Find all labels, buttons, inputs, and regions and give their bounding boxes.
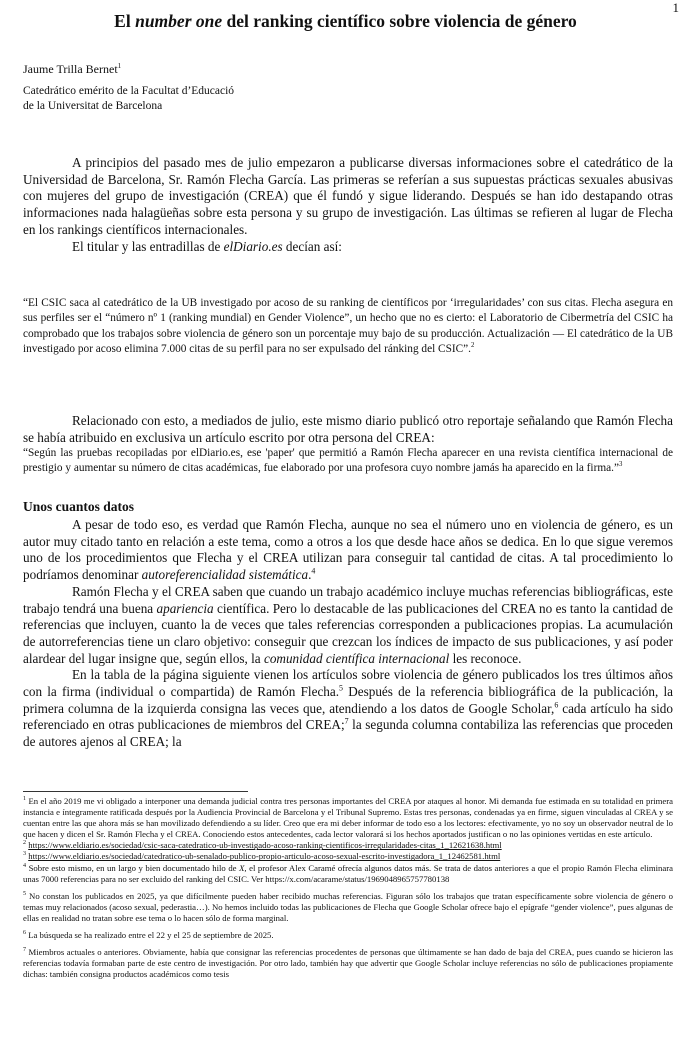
footnote-2: $^2$ https://www.eldiario.es/sociedad/csic-saca-catedratico-ub-investigado-acoso-ranking-cientificos-irregularidades-citas_1_12621638.html	[23, 840, 502, 851]
footnote-ref-1[interactable]: 1	[117, 62, 122, 70]
footnote-ref-5[interactable]: 5	[339, 683, 343, 693]
intro-section	[23, 155, 673, 255]
footnote-link-2[interactable]: https://www.eldiario.es/sociedad/csic-saca-catedratico-ub-investigado-acoso-ranking-cientificos-irregularidades-citas_1_12621638.html	[28, 840, 502, 851]
quote-block-1: “El CSIC saca al catedrático de la UB investigado por acoso de su ranking de científicos por ‘irregularidades’ con sus citas. Flecha asegura en sus perfiles ser el “número nº 1 (ranking mundial) en Gender Violence”, un hecho que no es cierto: el Laboratorio de Cibermetría del CSIC ha comprobado que los trabajos sobre violencia de género son un porcentaje muy bajo de su producción. Actualización — El catedrático de la UB investigado por acoso elimina 7.000 citas de su perfil para no ser expulsado del ránking del CSIC”.$^2$	[23, 297, 673, 356]
footnote-ref-3[interactable]: 3	[618, 461, 623, 469]
paragraph-5: Ramón Flecha y el CREA saben que cuando un trabajo académico incluye muchas referencias bibliográficas, este trabajo tendrá una buena apariencia científica. Pero lo destacable de las publicaciones del CREA no es tanto la cantidad de referencias que incluyen, cuanto la de veces que tales referencias corresponden a publicaciones propias. La acumulación de autorreferencias tiene un claro objetivo: conseguir que crezcan los índices de impacto de sus publicaciones, y así poder alardear del lugar insigne que, según ellos, la comunidad científica internacional les reconoce.	[23, 583, 673, 666]
footnote-ref-6[interactable]: 6	[554, 700, 559, 710]
paragraph-2: El titular y las entradillas de elDiario.es decían así:	[72, 238, 342, 254]
footnote-link-3[interactable]: https://www.eldiario.es/sociedad/catedratico-ub-senalado-publico-propio-articulo-acoso-sexual-escrito-investigadora_1_12462581.html	[28, 851, 501, 862]
paragraph-4: A pesar de todo eso, es verdad que Ramón Flecha, aunque no sea el número uno en violencia de género, es un autor muy citado tanto en relación a este tema, como a otros a los que desde hace años se dedica. En lo que sigue veremos uno de los procedimientos que Flecha y el CREA utilizan para conseguir tal cantidad de citas. A tal procedimiento lo podríamos denominar autoreferencialidad sistemática.$^4$	[23, 517, 673, 583]
footnote-3: $^3$ https://www.eldiario.es/sociedad/catedratico-ub-senalado-publico-propio-articulo-acoso-sexual-escrito-investigadora_1_12462581.html	[23, 851, 501, 862]
author-affiliation: Catedrático emérito de la Facultat d’Educació de la Universitat de Barcelona	[23, 85, 235, 112]
source-name: elDiario.es	[223, 238, 283, 254]
page-number: 1	[672, 0, 679, 15]
title-emphasis: number one	[135, 11, 223, 31]
context-section	[23, 413, 673, 476]
footnote-ref-7[interactable]: 7	[344, 717, 349, 727]
page-title: El number one del ranking científico sobre violencia de género	[114, 11, 577, 31]
footnote-6: $^6$ La búsqueda se ha realizado entre el 22 y el 25 de septiembre de 2025.	[23, 930, 274, 941]
footnote-4: $^4$ Sobre esto mismo, en un largo y bien documentado hilo de X, el profesor Alex Caramé ofrecía algunos datos más. Se trata de datos anteriores a que el propio Ramón Flecha eliminara unas 7000 referencias para no ser excluido del ranking del CSIC. Ver https://x.com/acarame/status/1969048965757780138	[23, 862, 674, 884]
section-heading: Unos cuantos datos	[23, 499, 135, 514]
paragraph-1: A principios del pasado mes de julio empezaron a publicarse diversas informaciones sobre el catedrático de la Universidad de Barcelona, Sr. Ramón Flecha García. Las primeras se referían a sus supuestas prácticas sexuales abusivas con mujeres del grupo de investigación (CREA) que él fundó y sigue liderando. Después se han ido destapando otras informaciones nada halagüeñas sobre esta persona y su grupo de investigación. Las últimas se refieren al lugar de Flecha en los rankings científicos internacionales.	[23, 155, 673, 237]
footnote-divider	[23, 791, 248, 792]
author-name: Jaume Trilla Bernet$^1$	[23, 62, 122, 76]
quote-block-2: “Según las pruebas recopiladas por elDiario.es, ese 'paper' que permitió a Ramón Flecha aparecer en una revista científica internacional de prestigio y aumentar su número de citas académicas, fue elaborado por una profesora cuyo nombre jamás ha aparecido en la firma.”$^3$	[23, 447, 673, 474]
footnote-ref-4[interactable]: 4	[311, 566, 316, 576]
footnote-7: $^7$ Miembros actuales o anteriores. Obviamente, había que consignar las referencias procedentes de personas que últimamente se han dado de baja del CREA, pues cuando se hicieron las referencias todavía formaban parte de este centro de investigación. Por otro lado, también hay que advertir que Google Scholar incluye referencias no sólo de publicaciones propiamente dichas: también consigna productos académicos como tesis	[23, 947, 674, 980]
footnote-ref-2[interactable]: 2	[471, 342, 475, 350]
paragraph-6: En la tabla de la página siguiente vienen los artículos sobre violencia de género publicados los tres últimos años con la firma (individual o compartida) de Ramón Flecha.$^5$ Después de la referencia bibliográfica de la publicación, la primera columna de la izquierda consigna las veces que, atendiendo a los datos de Google Scholar,$^6$ cada artículo ha sido referenciado en otras publicaciones de miembros del CREA;$^7$ la segunda columna contabiliza las referencias que proceden de autores ajenos al CREA; la	[23, 667, 673, 750]
paragraph-3: Relacionado con esto, a mediados de julio, este mismo diario publicó otro reportaje señalando que Ramón Flecha se había atribuido en exclusiva un artículo escrito por otra persona del CREA:	[23, 413, 673, 445]
footnotes	[23, 796, 673, 980]
data-section	[23, 517, 673, 751]
footnote-1: $^1$ En el año 2019 me vi obligado a interponer una demanda judicial contra tres personas importantes del CREA por ataques al honor. Mi demanda fue estimada en su totalidad en primera instancia e íntegramente ratificada después por la Audiencia Provincial de Barcelona y el Tribunal Supremo. Estas tres personas, condenadas ya en firme, siguen vinculadas al CREA y se cuentan entre las que ahora más se han movilizado defendiendo a su líder. Creo que era mi deber informar de todo eso a los lectores: efectivamente, yo no soy un observador neutral de lo que hacen y dicen el Sr. Ramón Flecha y el CREA. Conociendo estos antecedentes, cada lector valorará si los hechos aportados justifican o no las opiniones vertidas en este artículo.	[23, 796, 673, 840]
footnote-5: $^5$ No constan los publicados en 2025, ya que difícilmente pueden haber recibido muchas referencias. Figuran sólo los trabajos que tratan específicamente sobre violencia de género o temas muy relacionados (acoso sexual, pederastia…). No hemos incluido todas las publicaciones de Flecha que Google Scholar ofrece bajo el epígrafe “gender violence”, pues algunas de ellas en realidad no tratan sobre ese tema o lo hacen sólo de forma marginal.	[23, 890, 673, 923]
